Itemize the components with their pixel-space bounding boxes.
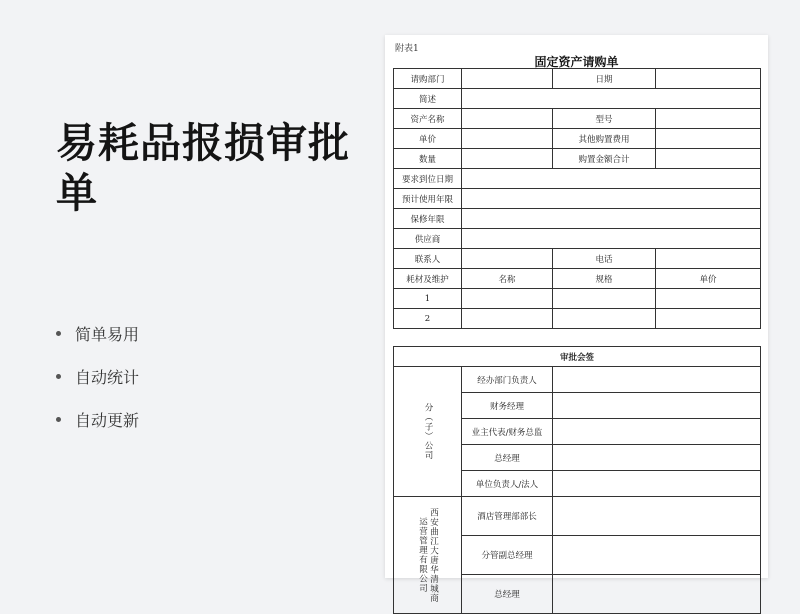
- document-title: 固定资产请购单: [534, 55, 619, 69]
- table-row: [394, 347, 761, 367]
- table-row: 1: [394, 289, 761, 309]
- table-row: 数量 购置金额合计: [394, 149, 761, 169]
- feature-item: 自动更新: [56, 398, 139, 441]
- table-row: 要求到位日期: [394, 169, 761, 189]
- table-row: 资产名称 型号: [394, 109, 761, 129]
- table-row: 分（子）公司 经办部门负责人: [394, 367, 761, 393]
- table-row: 保修年限: [394, 209, 761, 229]
- feature-list: [56, 312, 139, 441]
- feature-item: 自动统计: [56, 355, 139, 398]
- table-row: 2: [394, 309, 761, 329]
- approval-table: [393, 346, 761, 614]
- branch-label: 分（子）公司: [423, 403, 433, 460]
- hq-company-label: 西安曲江大唐华清城商运营管理有限公司: [417, 507, 439, 603]
- table-row: 西安曲江大唐华清城商运营管理有限公司 酒店管理部部长: [394, 497, 761, 536]
- table-row: 预计使用年限: [394, 189, 761, 209]
- table-row: 供应商: [394, 229, 761, 249]
- hero-title: 易耗品报损审批单: [56, 119, 350, 217]
- table-row: 总经理: [394, 575, 761, 614]
- table-row: 简述: [394, 89, 761, 109]
- request-table: [393, 68, 761, 329]
- table-row: 单位负责人/法人: [394, 471, 761, 497]
- table-row: 财务经理: [394, 393, 761, 419]
- bullet-dot-icon: [56, 331, 61, 336]
- table-row: 请购部门 日期: [394, 69, 761, 89]
- approval-header: 审批会签: [394, 347, 761, 367]
- feature-item: 简单易用: [56, 312, 139, 355]
- table-row: 分管副总经理: [394, 536, 761, 575]
- appendix-note: 附表1: [395, 44, 419, 54]
- table-row: 联系人 电话: [394, 249, 761, 269]
- document-preview[interactable]: [385, 35, 768, 603]
- bullet-dot-icon: [56, 417, 61, 422]
- table-row: 单价 其他购置费用: [394, 129, 761, 149]
- bullet-dot-icon: [56, 374, 61, 379]
- table-row: 耗材及维护 名称 规格 单价: [394, 269, 761, 289]
- table-row: 业主代表/财务总监: [394, 419, 761, 445]
- table-row: 总经理: [394, 445, 761, 471]
